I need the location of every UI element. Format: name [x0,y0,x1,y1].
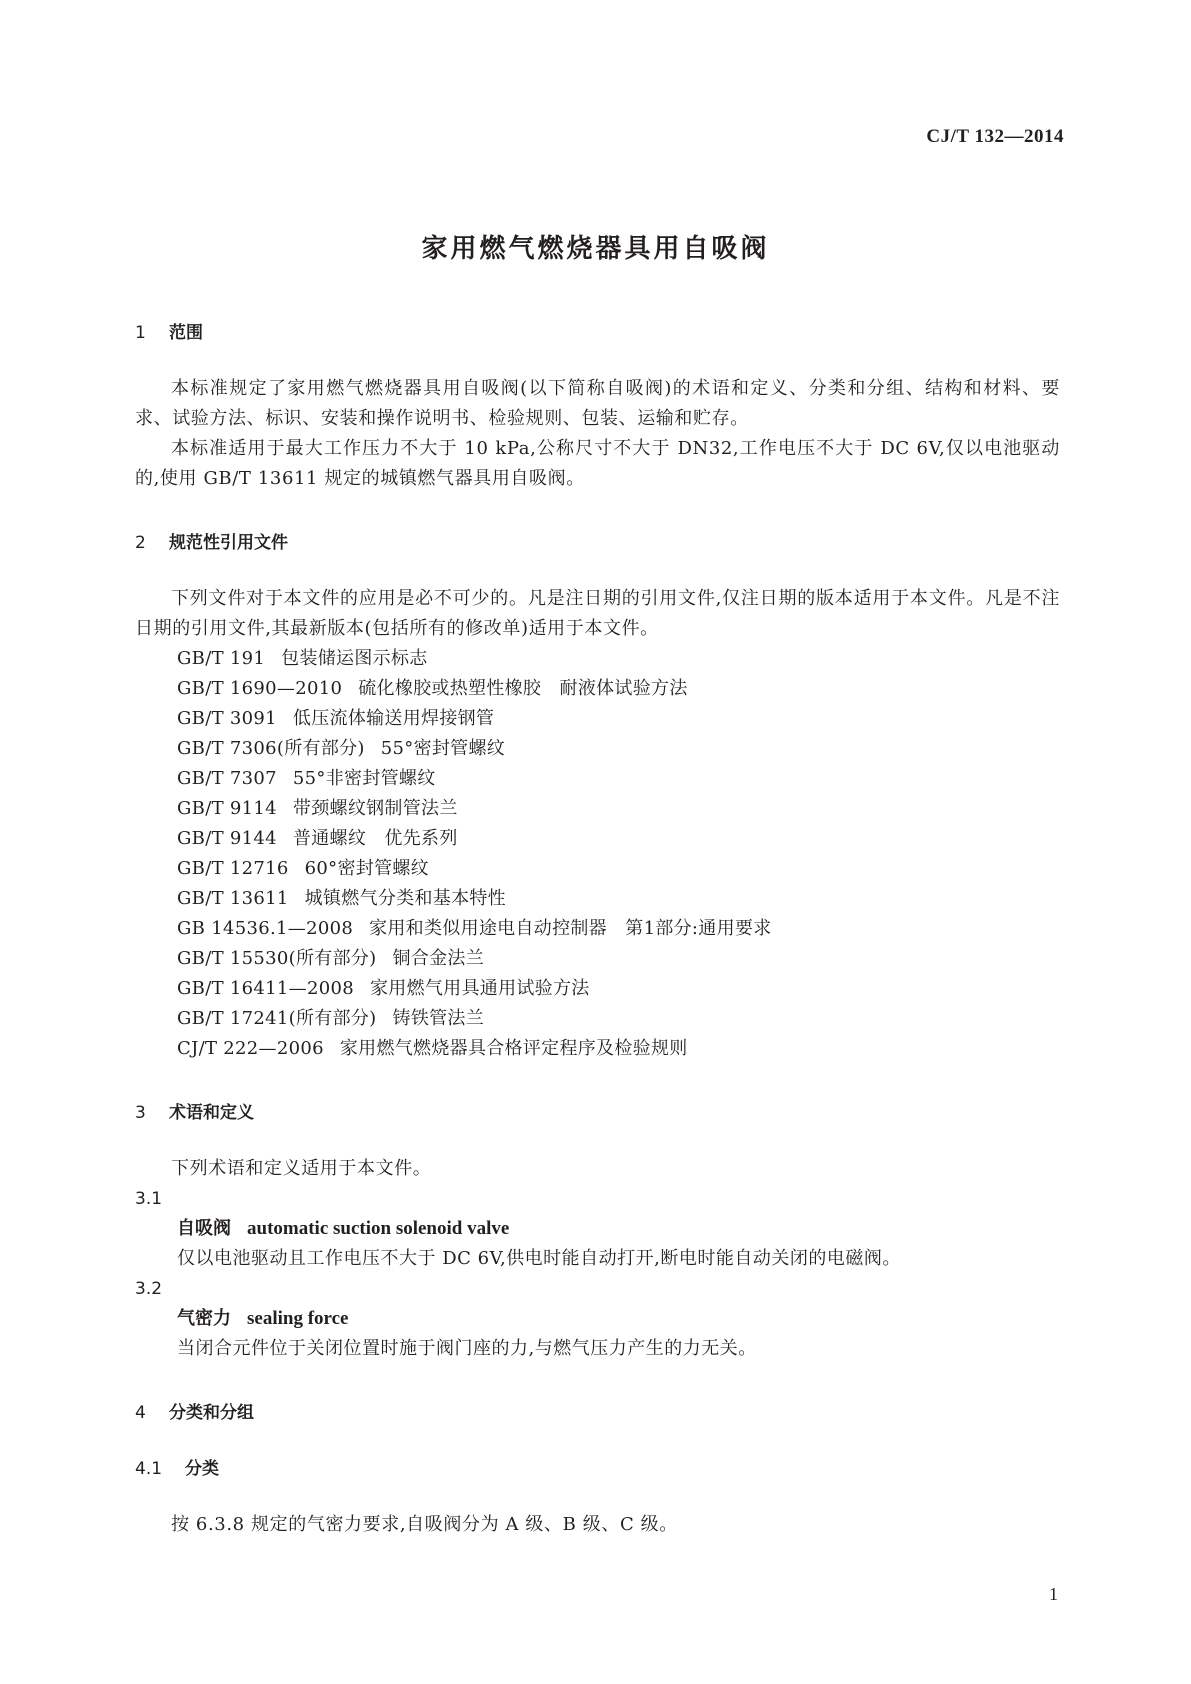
reference-list [135,644,1060,1064]
term-definition: 仅以电池驱动且工作电压不大于 DC 6V,供电时能自动打开,断电时能自动关闭的电磁阀。 [177,1248,901,1269]
reference-code: GB 14536.1—2008 [177,918,354,939]
term-heading [135,1304,1060,1334]
reference-title: 带颈螺纹钢制管法兰 [292,798,458,819]
document-body [135,318,1060,1540]
term-definition: 当闭合元件位于关闭位置时施于阀门座的力,与燃气压力产生的力无关。 [177,1338,757,1359]
term-en: sealing force [247,1308,349,1329]
reference-code: GB/T 3091 [177,708,277,729]
paragraph: 下列术语和定义适用于本文件。 [171,1158,432,1179]
reference-code: GB/T 12716 [177,858,289,879]
section-title: 范围 [169,323,203,343]
reference-item [135,704,1060,734]
reference-item [135,644,1060,674]
reference-item [135,854,1060,884]
reference-item [135,734,1060,764]
section-number: 4 [135,1403,146,1423]
reference-title: 铜合金法兰 [392,948,485,969]
subsection-number: 4.1 [135,1459,163,1479]
paragraph: 按 6.3.8 规定的气密力要求,自吸阀分为 A 级、B 级、C 级。 [171,1514,678,1535]
reference-title: 55°密封管螺纹 [380,738,506,759]
reference-item [135,1004,1060,1034]
section-number: 3 [135,1103,146,1123]
reference-code: GB/T 13611 [177,888,289,909]
reference-title: 铸铁管法兰 [392,1008,485,1029]
term-en: automatic suction solenoid valve [247,1218,510,1239]
section-3-heading [135,1098,1060,1128]
reference-item [135,914,1060,944]
paragraph: 本标准适用于最大工作压力不大于 10 kPa,公称尺寸不大于 DN32,工作电压不大于 DC 6V,仅以电池驱动的,使用 GB/T 13611 规定的城镇燃气器具用自吸阀。 [135,438,1060,489]
section-title: 术语和定义 [169,1103,254,1123]
reference-code: GB/T 9144 [177,828,277,849]
section-title: 规范性引用文件 [169,533,288,553]
reference-item [135,944,1060,974]
reference-code: GB/T 191 [177,648,266,669]
subsection-4-1-heading [135,1454,1060,1484]
section-4-heading [135,1398,1060,1428]
reference-title: 55°非密封管螺纹 [292,768,436,789]
reference-code: GB/T 17241(所有部分) [177,1008,377,1029]
paragraph: 下列文件对于本文件的应用是必不可少的。凡是注日期的引用文件,仅注日期的版本适用于本文件。凡是不注日期的引用文件,其最新版本(包括所有的修改单)适用于本文件。 [135,588,1060,639]
reference-code: GB/T 1690—2010 [177,678,343,699]
section-number: 2 [135,533,146,553]
reference-code: CJ/T 222—2006 [177,1038,324,1059]
reference-title: 普通螺纹 优先系列 [292,828,458,849]
reference-title: 家用和类似用途电自动控制器 第1部分:通用要求 [369,918,772,939]
term-number: 3.1 [135,1189,163,1209]
term-number: 3.2 [135,1279,163,1299]
paragraph: 本标准规定了家用燃气燃烧器具用自吸阀(以下简称自吸阀)的术语和定义、分类和分组、结构和材料、要求、试验方法、标识、安装和操作说明书、检验规则、包装、运输和贮存。 [135,378,1060,429]
reference-code: GB/T 7306(所有部分) [177,738,365,759]
term-heading [135,1214,1060,1244]
section-1-heading [135,318,1060,348]
reference-title: 包装储运图示标志 [281,648,428,669]
standard-number: CJ/T 132—2014 [926,126,1064,147]
reference-title: 60°密封管螺纹 [304,858,429,879]
reference-item [135,974,1060,1004]
reference-title: 家用燃气燃烧器具合格评定程序及检验规则 [339,1038,688,1059]
reference-code: GB/T 16411—2008 [177,978,354,999]
reference-code: GB/T 7307 [177,768,277,789]
reference-item [135,764,1060,794]
section-2-heading [135,528,1060,558]
section-number: 1 [135,323,146,343]
reference-item [135,884,1060,914]
reference-title: 硫化橡胶或热塑性橡胶 耐液体试验方法 [358,678,688,699]
reference-item [135,674,1060,704]
reference-title: 低压流体输送用焊接钢管 [292,708,495,729]
section-title: 分类和分组 [169,1403,254,1423]
reference-item [135,824,1060,854]
subsection-title: 分类 [185,1459,219,1479]
document-title: 家用燃气燃烧器具用自吸阀 [421,234,770,264]
term-zh: 气密力 [177,1308,231,1329]
reference-title: 城镇燃气分类和基本特性 [304,888,506,909]
reference-code: GB/T 15530(所有部分) [177,948,377,969]
reference-title: 家用燃气用具通用试验方法 [369,978,590,999]
reference-item [135,1034,1060,1064]
term-zh: 自吸阀 [177,1218,231,1239]
page-number: 1 [1049,1584,1058,1604]
reference-item [135,794,1060,824]
reference-code: GB/T 9114 [177,798,277,819]
